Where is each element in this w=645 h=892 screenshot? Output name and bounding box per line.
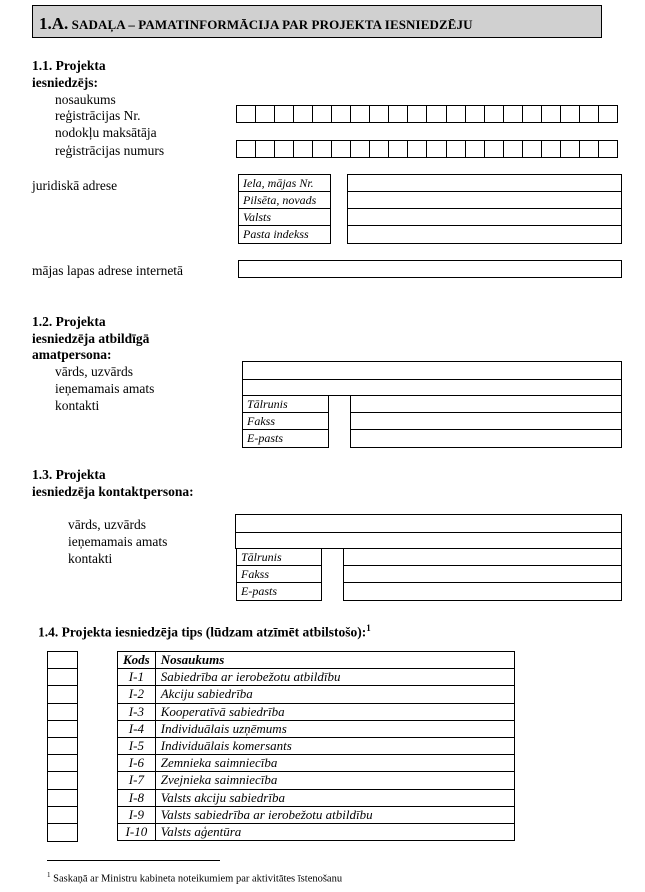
- type-code: I-2: [118, 686, 156, 703]
- type-code: I-9: [118, 806, 156, 823]
- digit-box[interactable]: [466, 106, 485, 122]
- s12-name-field[interactable]: [242, 361, 622, 379]
- type-row: [118, 789, 515, 806]
- digit-box[interactable]: [599, 106, 617, 122]
- digit-box[interactable]: [599, 141, 617, 157]
- addr-city-label: Pilsēta, novads: [239, 192, 330, 209]
- s13-fax-label: Fakss: [237, 566, 321, 583]
- digit-box[interactable]: [485, 106, 504, 122]
- type-code: I-4: [118, 720, 156, 737]
- label-name: nosaukums: [55, 92, 116, 107]
- type-name: Individuālais uzņēmums: [155, 720, 514, 737]
- address-fields: [347, 174, 622, 244]
- digit-box[interactable]: [294, 106, 313, 122]
- digit-box[interactable]: [408, 106, 427, 122]
- type-row: [118, 737, 515, 754]
- type-table-header: [118, 652, 515, 669]
- s12-email-label: E-pasts: [247, 431, 283, 445]
- s13-email-field[interactable]: [344, 583, 621, 600]
- type-checkbox[interactable]: [48, 669, 77, 686]
- type-code: I-5: [118, 737, 156, 754]
- digit-box[interactable]: [466, 141, 485, 157]
- type-checkbox[interactable]: [48, 738, 77, 755]
- type-name: Akciju sabiedrība: [155, 686, 514, 703]
- s12-label-contacts: kontakti: [55, 398, 100, 413]
- digit-box[interactable]: [256, 141, 275, 157]
- type-checkbox-column: [47, 651, 78, 842]
- type-checkbox[interactable]: [48, 790, 77, 807]
- type-name: Sabiedrība ar ierobežotu atbildību: [155, 669, 514, 686]
- type-checkbox[interactable]: [48, 772, 77, 789]
- digit-box[interactable]: [313, 106, 332, 122]
- digit-box[interactable]: [504, 106, 523, 122]
- type-row: [118, 806, 515, 823]
- digit-box[interactable]: [332, 106, 351, 122]
- type-checkbox[interactable]: [48, 652, 77, 669]
- type-checkbox[interactable]: [48, 807, 77, 824]
- type-name: Individuālais komersants: [155, 737, 514, 754]
- s13-name-position-fields: [235, 514, 622, 549]
- type-checkbox[interactable]: [48, 686, 77, 703]
- type-name: Valsts aģentūra: [155, 823, 514, 840]
- type-code: I-10: [118, 823, 156, 840]
- type-row: [118, 823, 515, 840]
- s13-label-name: vārds, uzvārds: [68, 517, 146, 532]
- section-title: SADAĻA – PAMATINFORMĀCIJA PAR PROJEKTA IESNIEDZĒJU: [71, 17, 473, 32]
- type-code: I-8: [118, 789, 156, 806]
- digit-box[interactable]: [485, 141, 504, 157]
- s13-position-field[interactable]: [235, 532, 622, 549]
- s12-fax-label: Fakss: [243, 413, 328, 430]
- s14-heading-text: 1.4. Projekta iesniedzēja tips (lūdzam atzīmēt atbilstošo):: [38, 624, 367, 640]
- label-tax-2: reģistrācijas numurs: [55, 143, 165, 158]
- digit-box[interactable]: [389, 141, 408, 157]
- s12-heading-3: amatpersona:: [32, 347, 112, 362]
- digit-box[interactable]: [542, 141, 561, 157]
- type-name: Zemnieka saimniecība: [155, 755, 514, 772]
- type-code: I-3: [118, 703, 156, 720]
- s13-label-position: ieņemamais amats: [68, 534, 168, 549]
- digit-box[interactable]: [561, 106, 580, 122]
- footnote-text: Saskaņā ar Ministru kabineta noteikumiem par aktivitātes īstenošanu: [53, 873, 343, 885]
- label-tax-1: nodokļu maksātāja: [55, 125, 157, 140]
- type-row: [118, 772, 515, 789]
- footnote: [47, 867, 342, 888]
- type-code: I-7: [118, 772, 156, 789]
- s13-fax-field[interactable]: [344, 566, 621, 583]
- type-table: [117, 651, 515, 841]
- type-name: Valsts akciju sabiedrība: [155, 789, 514, 806]
- type-row: [118, 755, 515, 772]
- s13-phone-label: Tālrunis: [237, 549, 321, 566]
- digit-box[interactable]: [351, 106, 370, 122]
- type-checkbox[interactable]: [48, 824, 77, 841]
- digit-box[interactable]: [351, 141, 370, 157]
- digit-box[interactable]: [427, 141, 446, 157]
- s12-name-position-fields: [242, 361, 622, 396]
- digit-box[interactable]: [237, 141, 256, 157]
- digit-box[interactable]: [313, 141, 332, 157]
- digit-box[interactable]: [370, 106, 389, 122]
- s12-position-field[interactable]: [242, 379, 622, 396]
- footnote-mark: 1: [47, 871, 51, 879]
- digit-box[interactable]: [275, 106, 294, 122]
- s11-heading-1: 1.1. Projekta: [32, 58, 106, 73]
- digit-box[interactable]: [580, 106, 599, 122]
- col-name-header: Nosaukums: [155, 652, 514, 669]
- s12-label-position: ieņemamais amats: [55, 381, 155, 396]
- digit-box[interactable]: [294, 141, 313, 157]
- digit-box[interactable]: [580, 141, 599, 157]
- section-header: [32, 5, 602, 38]
- digit-box[interactable]: [408, 141, 427, 157]
- type-checkbox[interactable]: [48, 704, 77, 721]
- digit-box[interactable]: [389, 106, 408, 122]
- type-code: I-1: [118, 669, 156, 686]
- digit-box[interactable]: [275, 141, 294, 157]
- digit-box[interactable]: [237, 106, 256, 122]
- s14-footnote-mark: 1: [366, 623, 371, 633]
- s14-heading: [38, 620, 371, 641]
- digit-box[interactable]: [523, 106, 542, 122]
- type-row: [118, 669, 515, 686]
- addr-street-field[interactable]: [348, 175, 621, 192]
- type-row: [118, 686, 515, 703]
- addr-postcode-field[interactable]: [348, 226, 621, 243]
- footnote-rule: [47, 860, 220, 861]
- s12-contact-labels: [242, 395, 329, 448]
- type-code: I-6: [118, 755, 156, 772]
- s12-label-name: vārds, uzvārds: [55, 364, 133, 379]
- digit-box[interactable]: [447, 141, 466, 157]
- addr-country-field[interactable]: [348, 209, 621, 226]
- type-checkbox[interactable]: [48, 755, 77, 772]
- s12-phone-label: Tālrunis: [243, 396, 328, 413]
- type-row: [118, 720, 515, 737]
- type-name: Valsts sabiedrība ar ierobežotu atbildību: [155, 806, 514, 823]
- type-row: [118, 703, 515, 720]
- label-regnr: reģistrācijas Nr.: [55, 108, 141, 123]
- digit-box[interactable]: [542, 106, 561, 122]
- s13-heading-2: iesniedzēja kontaktpersona:: [32, 484, 194, 499]
- s12-heading-1: 1.2. Projekta: [32, 314, 106, 329]
- s12-phone-field[interactable]: [351, 396, 621, 413]
- digit-box[interactable]: [523, 141, 542, 157]
- digit-box[interactable]: [504, 141, 523, 157]
- type-name: Kooperatīvā sabiedrība: [155, 703, 514, 720]
- digit-box[interactable]: [332, 141, 351, 157]
- addr-city-field[interactable]: [348, 192, 621, 209]
- s11-heading-2: iesniedzējs:: [32, 75, 98, 90]
- s12-email-field[interactable]: [351, 430, 621, 447]
- type-checkbox[interactable]: [48, 721, 77, 738]
- s12-heading-2: iesniedzēja atbildīgā: [32, 331, 150, 346]
- s13-email-label: E-pasts: [241, 584, 277, 598]
- taxnr-boxes[interactable]: [236, 140, 618, 158]
- section-number: 1.A.: [39, 14, 69, 33]
- label-website: mājas lapas adrese internetā: [32, 263, 184, 278]
- digit-box[interactable]: [447, 106, 466, 122]
- s12-contact-fields: [350, 395, 622, 448]
- regnr-boxes[interactable]: [236, 105, 618, 123]
- s13-phone-field[interactable]: [344, 549, 621, 566]
- digit-box[interactable]: [370, 141, 389, 157]
- col-code-header: Kods: [118, 652, 156, 669]
- s13-heading-1: 1.3. Projekta: [32, 467, 106, 482]
- s13-label-contacts: kontakti: [68, 551, 113, 566]
- s13-name-field[interactable]: [235, 514, 622, 532]
- s13-contact-labels: [236, 548, 322, 601]
- addr-street-label: Iela, mājas Nr.: [239, 175, 330, 192]
- s13-contact-fields: [343, 548, 622, 601]
- addr-country-label: Valsts: [239, 209, 330, 226]
- addr-postcode-label: Pasta indekss: [243, 227, 309, 241]
- s12-fax-field[interactable]: [351, 413, 621, 430]
- website-field[interactable]: [238, 260, 622, 278]
- type-name: Zvejnieka saimniecība: [155, 772, 514, 789]
- digit-box[interactable]: [427, 106, 446, 122]
- digit-box[interactable]: [256, 106, 275, 122]
- label-address: juridiskā adrese: [32, 178, 118, 193]
- address-labels: [238, 174, 331, 244]
- digit-box[interactable]: [561, 141, 580, 157]
